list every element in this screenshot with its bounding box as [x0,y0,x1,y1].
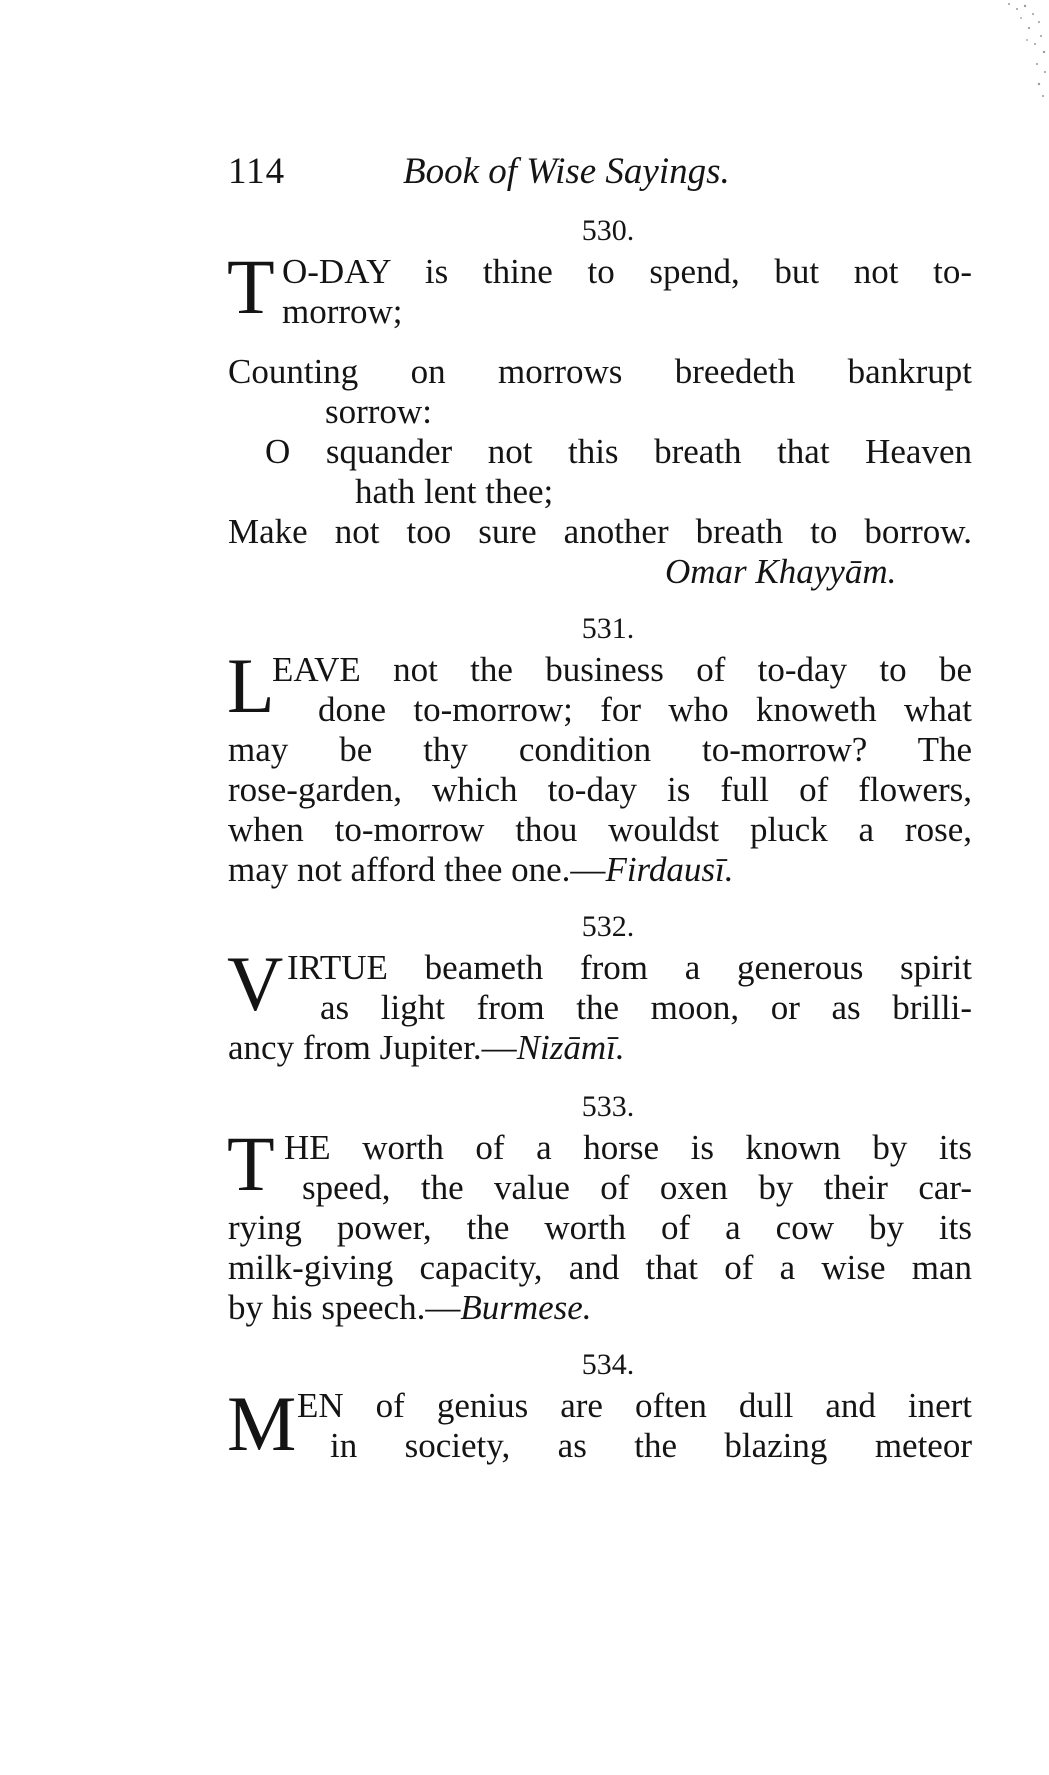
entry-number: 534. [581,1348,635,1381]
text-line: milk-giving capacity, and that of a wise man [228,1248,972,1287]
scan-speckle [989,0,1049,110]
attribution: Omar Khayyām. [665,552,897,591]
attribution: Burmese. [460,1288,592,1327]
text-line: IRTUE beameth from a generous spirit [287,948,972,987]
attribution: Firdausī. [605,850,734,889]
drop-cap: T [227,1120,275,1207]
text-line: as light from the moon, or as brilli- [320,988,972,1027]
text-line: Make not too sure another breath to borrow. [228,512,972,551]
drop-cap: V [227,940,284,1027]
text-line: rying power, the worth of a cow by its [228,1208,972,1247]
text-line: done to-morrow; for who knoweth what [318,690,972,729]
text-line: Counting on morrows breedeth bankrupt [228,352,972,391]
entry-number: 531. [581,612,635,645]
text-line [228,1028,625,1068]
drop-cap: T [227,243,275,330]
text-line: sorrow: [325,392,432,431]
entry-number: 530. [581,214,635,247]
text-span: may not afford thee one.— [228,850,606,889]
text-line: hath lent thee; [355,472,554,511]
text-line: speed, the value of oxen by their car- [302,1168,972,1207]
page-number: 114 [228,151,286,192]
attribution: Nizāmī. [516,1028,625,1067]
text-line: may be thy condition to-morrow? The [228,730,972,769]
entry-number: 532. [581,910,635,943]
text-line [228,850,733,890]
text-line [228,1288,592,1328]
text-line: in society, as the blazing meteor [330,1426,972,1465]
text-line: morrow; [282,292,403,331]
text-span: by his speech.— [228,1288,461,1327]
text-line: rose-garden, which to-day is full of flowers, [228,770,972,809]
text-line: HE worth of a horse is known by its [284,1128,972,1167]
text-line: EAVE not the business of to-day to be [272,650,972,689]
book-title: Book of Wise Sayings. [403,151,730,192]
text-line: EN of genius are often dull and inert [297,1386,972,1425]
drop-cap: M [227,1380,297,1467]
text-span: ancy from Jupiter.— [228,1028,517,1067]
text-line: O-DAY is thine to spend, but not to- [282,252,972,291]
drop-cap: L [227,642,275,729]
running-header [228,150,988,200]
text-line: O squander not this breath that Heaven [265,432,972,471]
text-line: when to-morrow thou wouldst pluck a rose, [228,810,972,849]
entry-number: 533. [581,1090,635,1123]
